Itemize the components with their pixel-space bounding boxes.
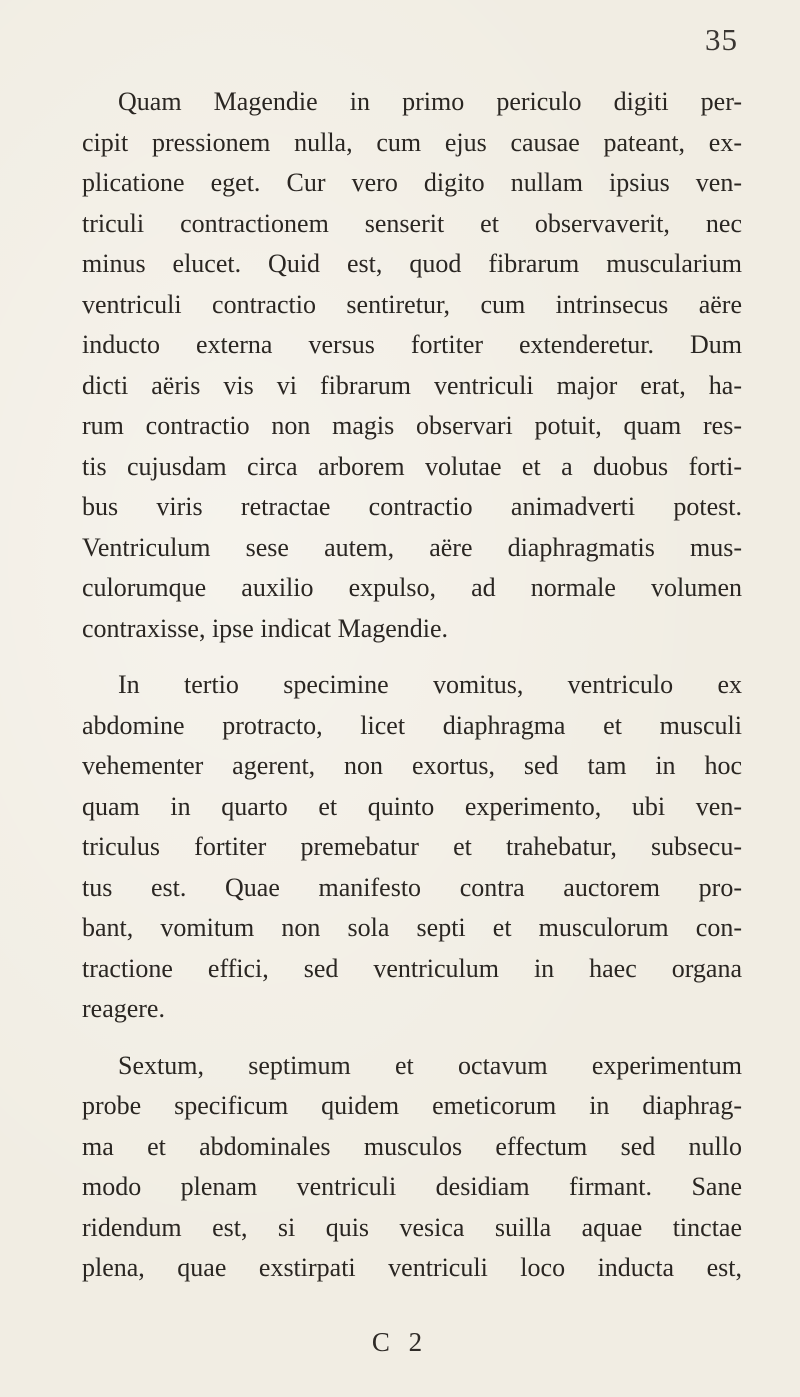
text-line: plicatione eget. Cur vero digito nullam ipsius ven- <box>82 168 742 197</box>
text-line: probe specificum quidem emeticorum in diaphrag- <box>82 1091 742 1120</box>
text-line: ridendum est, si quis vesica suilla aquae tinctae <box>82 1212 742 1242</box>
text-line: ma et abdominales musculos effectum sed nullo <box>82 1131 742 1161</box>
text-line: vehementer agerent, non exortus, sed tam in hoc <box>82 751 742 780</box>
text-line: inducto externa versus fortiter extenderetur. Dum <box>82 330 742 359</box>
text-line: abdomine protracto, licet diaphragma et musculi <box>82 710 742 740</box>
paragraph-2 <box>82 665 742 1030</box>
text-line: dicti aëris vis vi fibrarum ventriculi major erat, ha- <box>82 370 742 400</box>
text-line: culorumque auxilio expulso, ad normale volumen <box>82 573 742 602</box>
text-line: In tertio specimine vomitus, ventriculo ex <box>118 670 742 699</box>
text-line: triculi contractionem senserit et observaverit, nec <box>82 208 742 238</box>
text-line: Quam Magendie in primo periculo digiti per- <box>118 87 742 116</box>
text-line: Ventriculum sese autem, aëre diaphragmatis mus- <box>82 532 742 562</box>
page-number: 35 <box>705 22 738 57</box>
text-line: rum contractio non magis observari potuit, quam res- <box>82 411 742 440</box>
text-line: ventriculi contractio sentiretur, cum intrinsecus aëre <box>82 289 742 319</box>
text-line: tus est. Quae manifesto contra auctorem pro- <box>82 872 742 902</box>
text-line: tis cujusdam circa arborem volutae et a duobus forti- <box>82 451 742 481</box>
text-line: tractione effici, sed ventriculum in haec organa <box>82 953 742 983</box>
text-line: triculus fortiter premebatur et trahebatur, subsecu- <box>82 832 742 861</box>
text-line: bant, vomitum non sola septi et musculorum con- <box>82 913 742 942</box>
paragraph-1 <box>82 82 742 649</box>
text-line: cipit pressionem nulla, cum ejus causae pateant, ex- <box>82 127 742 157</box>
paragraph-3 <box>82 1046 742 1289</box>
text-line: contraxisse, ipse indicat Magendie. <box>82 613 449 643</box>
text-line: modo plenam ventriculi desidiam firmant. Sane <box>82 1172 742 1201</box>
signature-mark: C 2 <box>371 1327 429 1357</box>
text-line: reagere. <box>82 994 165 1023</box>
text-line: plena, quae exstirpati ventriculi loco inducta est, <box>82 1253 742 1282</box>
text-line: minus elucet. Quid est, quod fibrarum muscularium <box>82 249 742 278</box>
text-line: bus viris retractae contractio animadverti potest. <box>82 492 742 521</box>
body-text <box>82 82 742 1305</box>
text-line: Sextum, septimum et octavum experimentum <box>118 1050 742 1080</box>
text-line: quam in quarto et quinto experimento, ubi ven- <box>82 791 742 821</box>
